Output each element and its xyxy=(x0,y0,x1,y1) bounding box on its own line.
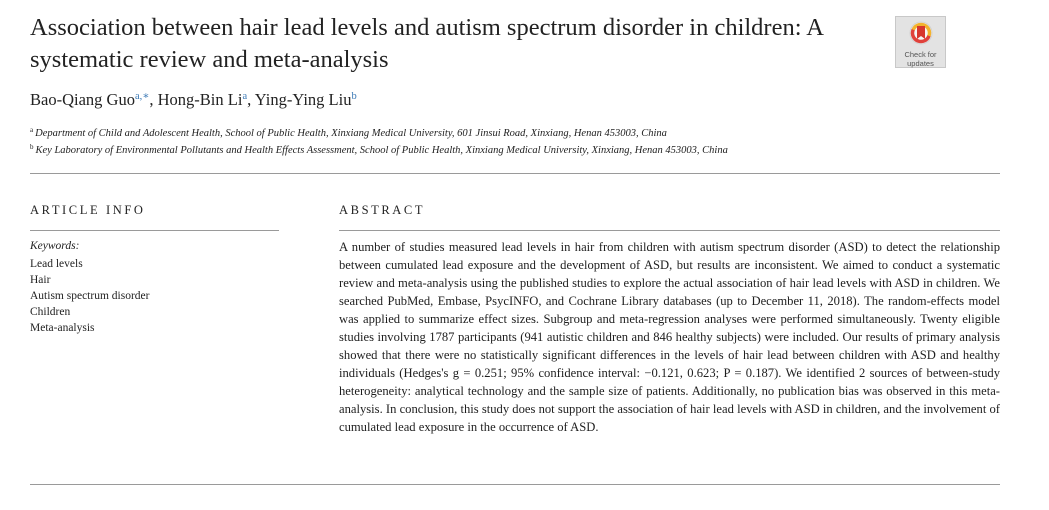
author-affiliation-mark[interactable]: a xyxy=(242,91,248,102)
article-info-heading: ARTICLE INFO xyxy=(30,203,146,217)
keyword-item: Meta-analysis xyxy=(30,322,95,334)
abstract-heading: ABSTRACT xyxy=(339,203,426,217)
check-for-updates-icon xyxy=(908,20,934,50)
keyword-list xyxy=(30,256,149,336)
keyword-item: Lead levels xyxy=(30,258,83,270)
affiliation-text: Department of Child and Adolescent Health, School of Public Health, Xinxiang Medical University, 601 Jinsui Road, Xinxiang, Henan 453003, China xyxy=(35,128,667,139)
affiliation-mark: b xyxy=(30,143,34,151)
badge-label-line2: updates xyxy=(907,59,934,68)
article-info-divider xyxy=(30,230,279,231)
header-divider xyxy=(30,173,1000,174)
keyword-item: Autism spectrum disorder xyxy=(30,290,150,302)
keywords-label: Keywords: xyxy=(30,240,80,252)
badge-label-line1: Check for xyxy=(904,50,937,59)
author-separator: , xyxy=(149,90,158,109)
article-title: Association between hair lead levels and autism spectrum disorder in children: A systematic review and meta-analysis xyxy=(30,14,823,73)
keyword-item: Hair xyxy=(30,274,51,286)
affiliation-text: Key Laboratory of Environmental Pollutants and Health Effects Assessment, School of Public Health, Xinxiang Medical University, Xinxiang, Henan 453003, China xyxy=(35,145,728,156)
affiliation-b xyxy=(30,143,728,156)
author-name[interactable]: Ying-Ying Liu xyxy=(254,90,352,109)
author-affiliation-mark[interactable]: b xyxy=(351,91,357,102)
affiliation-mark: a xyxy=(30,126,34,134)
abstract-text: A number of studies measured lead levels in hair from children with autism spectrum disorder (ASD) to detect the relationship between cumulated lead exposure and the development of ASD, but results are inconsistent. We aimed to conduct a systematic review and meta-analysis using the published studies to explore the actual association of hair lead levels with ASD in children. We searched PubMed, Embase, PsycINFO, and Cochrane Library databases (up to December 11, 2018). The random-effects model was applied to summarize effect sizes. Subgroup and meta-regression analyses were performed simultaneously. Twenty eligible studies involving 1787 participants (941 autistic children and 846 healthy subjects) were included. Our results of primary analysis showed that there were no statistically significant differences in the levels of hair lead between children with ASD and healthy individuals (Hedges's g = 0.251; 95% confidence interval: −0.121, 0.623; P = 0.187). We identified 2 sources of between-study heterogeneity: analytical technology and the sample size of patients. Additionally, no publication bias was observed in this meta-analysis. In conclusion, this study does not support the association of hair lead levels with ASD in children, and the involvement of cumulated lead exposure in the occurrence of ASD. xyxy=(339,240,1000,434)
abstract-divider xyxy=(339,230,1000,231)
check-for-updates-badge[interactable] xyxy=(895,16,946,68)
author-name[interactable]: Bao-Qiang Guo xyxy=(30,90,135,109)
author-separator: , xyxy=(247,90,255,109)
footer-divider xyxy=(30,484,1000,485)
author-list xyxy=(30,90,357,110)
author-affiliation-mark[interactable]: a,∗ xyxy=(134,91,150,102)
affiliation-a xyxy=(30,126,667,139)
author-name[interactable]: Hong-Bin Li xyxy=(157,90,243,109)
keyword-item: Children xyxy=(30,306,71,318)
